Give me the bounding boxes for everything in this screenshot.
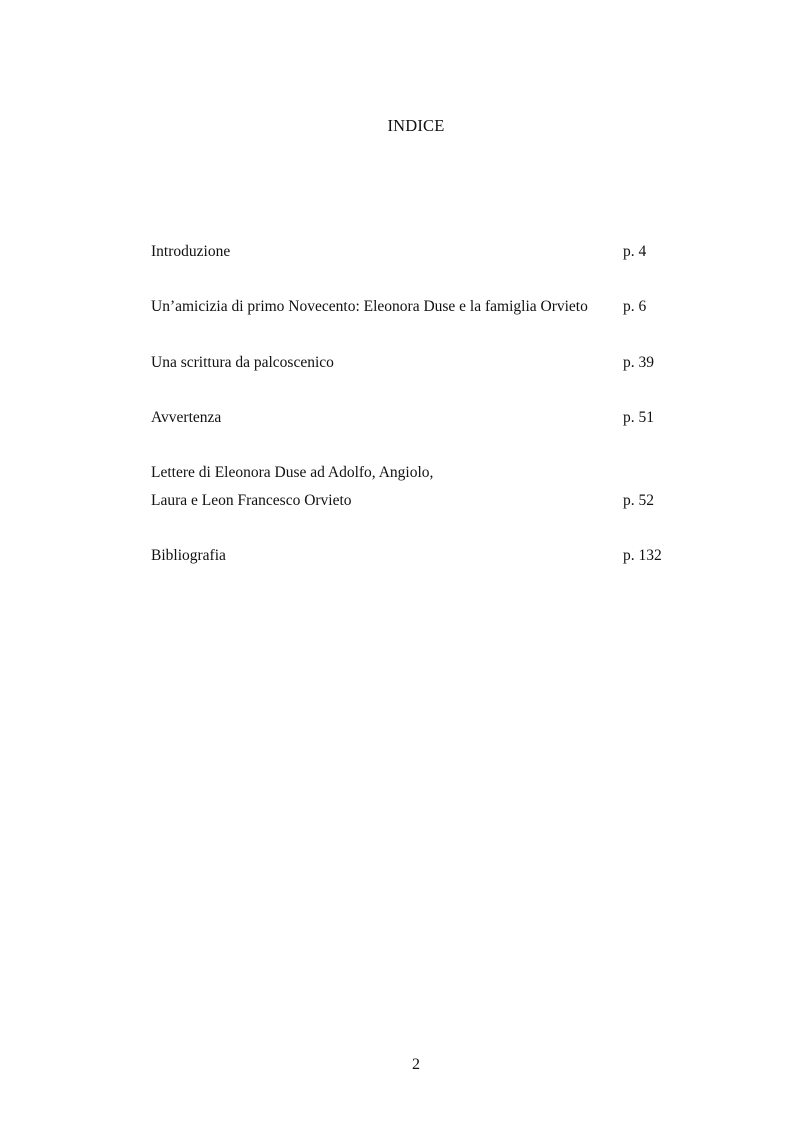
toc-entry-label-line1: Lettere di Eleonora Duse ad Adolfo, Angiolo, bbox=[151, 464, 434, 481]
toc-entry-page: p. 51 bbox=[623, 409, 654, 426]
toc-entry-page: p. 6 bbox=[623, 298, 647, 315]
toc-entry-page: p. 132 bbox=[623, 547, 662, 564]
toc-entry-label: Introduzione bbox=[151, 243, 231, 260]
toc-entry-label: Bibliografia bbox=[151, 547, 226, 564]
toc-entry-label-line2: Laura e Leon Francesco Orvieto bbox=[151, 492, 352, 509]
page-number: 2 bbox=[412, 1056, 420, 1073]
toc-entry-page: p. 4 bbox=[623, 243, 647, 260]
toc-entry-label: Un’amicizia di primo Novecento: Eleonora Duse e la famiglia Orvieto bbox=[151, 298, 588, 315]
page-title: INDICE bbox=[387, 116, 445, 135]
toc-entry-page: p. 39 bbox=[623, 354, 654, 371]
toc-entry-page: p. 52 bbox=[623, 492, 654, 509]
toc-entry-label: Una scrittura da palcoscenico bbox=[151, 354, 334, 371]
toc-entry-label: Avvertenza bbox=[151, 409, 222, 426]
toc-entry-lettere bbox=[151, 459, 711, 515]
